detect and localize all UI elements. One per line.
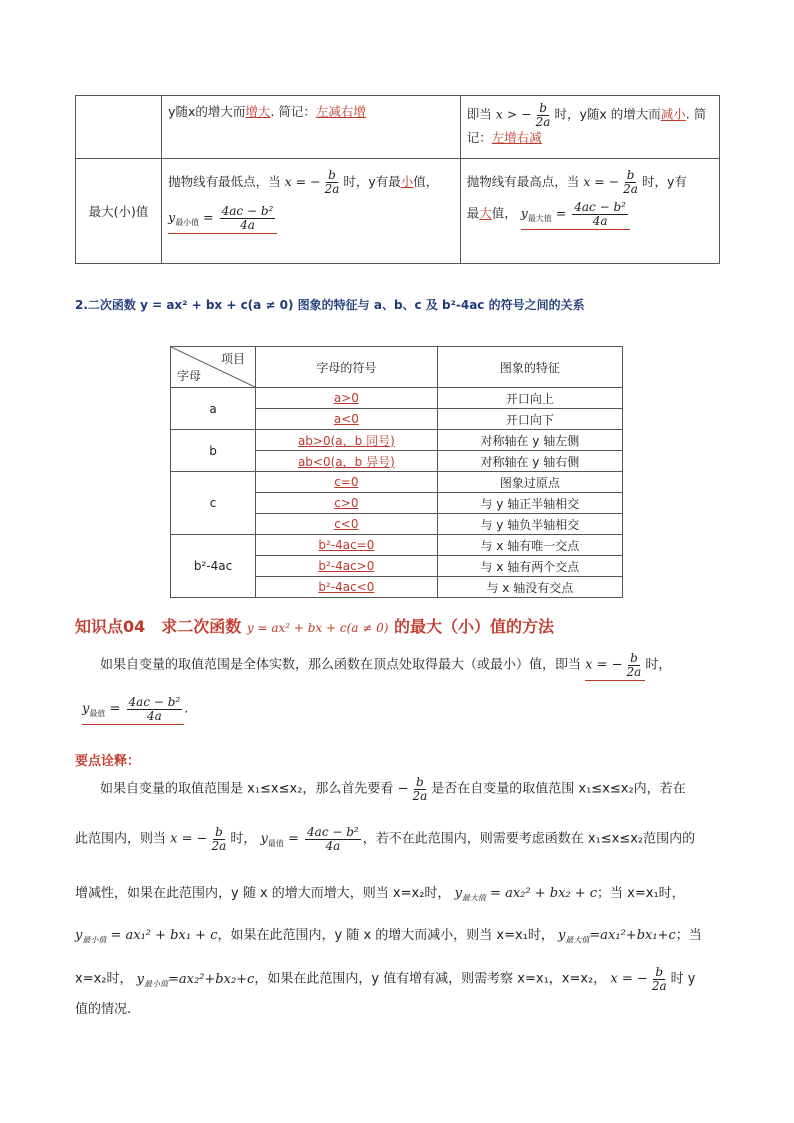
text: 时，y随x 的增大而	[554, 106, 661, 122]
cell-max	[460, 159, 719, 264]
sign-cell: b²-4ac>0	[256, 556, 438, 577]
red-term: 小	[400, 174, 414, 189]
text: 增减性，如果在此范围内，y 随 x 的增大而增大，则当 x=x₂时，	[75, 886, 451, 901]
sign-cell: ab<0(a，b 异号)	[256, 451, 438, 472]
text: y随x的增大而	[168, 104, 246, 119]
header-bottom: 字母	[177, 369, 202, 383]
header-top: 项目	[220, 352, 245, 366]
diagonal-header	[171, 347, 256, 388]
text: 是否在自变量的取值范围 x₁≤x≤x₂内，若在	[431, 781, 686, 797]
text: 抛物线有最高点，当	[466, 174, 580, 189]
text: . 简记：	[466, 106, 707, 146]
text: ，如果在此范围内，y 随 x 的增大而减小，则当 x=x₁时，	[217, 928, 554, 943]
cell-min	[162, 159, 461, 264]
letter-cell: a	[171, 388, 256, 430]
text: 即当	[466, 106, 492, 122]
text: 抛物线有最低点，当	[168, 174, 281, 189]
feature-cell: 与 x 轴有唯一交点	[437, 535, 622, 556]
sign-cell: b²-4ac=0	[256, 535, 438, 556]
sign-cell: c>0	[256, 493, 438, 514]
text: 值，	[413, 174, 439, 189]
text: 值，	[491, 205, 517, 221]
sign-cell: c<0	[256, 514, 438, 535]
formula: x = −	[284, 174, 321, 189]
extreme-value-formula: $y_{最值}$ = $\frac{\text{4ac − b²}}{4a}$ .	[82, 696, 188, 725]
subscript: 最小值	[175, 218, 200, 228]
p2-line4: $y_{最小值} = ax_1^2 + bx_1 + c$，如果在此范围内，y 随 x 的增大而减小，则当 x=x₁时， $y_{最大值}=ax_1^2+bx_1+c$；当	[75, 928, 702, 945]
text: ，若不在此范围内，则需要考虑函数在 x₁≤x≤x₂范围内的	[362, 831, 696, 847]
sign-cell: b²-4ac<0	[256, 577, 438, 598]
feature-cell: 与 y 轴正半轴相交	[437, 493, 622, 514]
kp4-formula: y = ax² + bx + c(a ≠ 0)	[246, 621, 389, 635]
p2-line1: 如果自变量的取值范围是 x₁≤x≤x₂，那么首先要看 − $\frac{b}{2a}$ 是否在自变量的取值范围 x₁≤x≤x₂内，若在	[100, 775, 686, 803]
text: ；当	[675, 928, 702, 943]
p2-line6: 值的情况.	[75, 1002, 132, 1017]
formula: x > −	[495, 106, 532, 122]
min-formula: $y_{最小值}$ = $\frac{\text{4ac − b²}}{4a}$	[168, 205, 277, 234]
vertex-formula: x = − $\frac{b}{2a}$	[585, 652, 645, 681]
text: 如果自变量的取值范围是 x₁≤x≤x₂，那么首先要看	[100, 781, 394, 797]
cell-increase-left	[162, 96, 461, 159]
cell-increase-right	[460, 96, 719, 159]
sign-table	[170, 346, 623, 598]
letter-cell: b²-4ac	[171, 535, 256, 598]
text: x=x₂时，	[75, 971, 133, 987]
feature-cell: 对称轴在 y 轴左侧	[437, 430, 622, 451]
feature-cell: 开口向上	[437, 388, 622, 409]
letter-cell: b	[171, 430, 256, 472]
max-formula: $y_{最大值}$ = $\frac{\text{4ac − b²}}{4a}$	[521, 201, 630, 230]
feature-cell: 与 x 轴没有交点	[437, 577, 622, 598]
header-feature: 图象的特征	[437, 347, 622, 388]
text: 时 y	[670, 971, 696, 987]
kp4-heading	[75, 614, 554, 637]
feature-cell: 对称轴在 y 轴右侧	[437, 451, 622, 472]
paragraph-1	[100, 652, 671, 681]
red-term: 左减右增	[315, 104, 366, 119]
text: 此范围内，则当	[75, 831, 167, 847]
formula: x = −	[583, 174, 620, 189]
fraction: $\frac{b}{2a}$	[324, 168, 340, 196]
text: 时，y有最	[343, 174, 401, 189]
row-label-empty	[76, 96, 162, 159]
text: 时，	[645, 657, 672, 673]
header-sign: 字母的符号	[256, 347, 438, 388]
text: ；当 x=x₁时，	[597, 886, 685, 901]
red-term: 大	[479, 205, 492, 221]
sign-cell: ab>0(a，b 同号)	[256, 430, 438, 451]
p2-line5: x=x₂时， $y_{最小值}=ax_2^2+bx_2+c$，如果在此范围内，y 值有增有减，则需考察 x=x₁，x=x₂， x = − $\frac{b}{2a}$ 时 y	[75, 965, 696, 993]
fraction: $\frac{b}{2a}$	[623, 168, 638, 196]
feature-cell: 与 y 轴负半轴相交	[437, 514, 622, 535]
kp4-prefix: 知识点04 求二次函数	[75, 617, 242, 636]
p2-line3: 增减性，如果在此范围内，y 随 x 的增大而增大，则当 x=x₂时， $y_{最大值} = ax_2^2 + bx_2 + c$；当 x=x₁时，	[75, 886, 685, 903]
subscript: 最值	[267, 839, 284, 849]
text: ，如果在此范围内，y 值有增有减，则需考察 x=x₁，x=x₂，	[254, 971, 607, 987]
fraction: $\frac{b}{2a}$	[535, 101, 551, 129]
sign-cell: c=0	[256, 472, 438, 493]
text: 时，	[230, 831, 257, 847]
p2-line2: 此范围内，则当 x = − $\frac{b}{2a}$ 时， $y_{最值}$ = $\frac{\text{4ac − b²}}{4a}$ ，若不在此范围内，则需要考虑函数在 x₁≤x≤x₂范围内的	[75, 825, 696, 853]
key-points-label: 要点诠释：	[75, 754, 141, 769]
kp4-suffix: 的最大（小）值的方法	[394, 617, 555, 636]
text: 最	[466, 205, 480, 221]
section-heading: 2.二次函数 y = ax² + bx + c(a ≠ 0) 图象的特征与 a、b、c 及 b²-4ac 的符号之间的关系	[75, 298, 585, 312]
red-term: 减小	[660, 106, 686, 122]
feature-cell: 图象过原点	[437, 472, 622, 493]
text: 如果自变量的取值范围是全体实数，那么函数在顶点处取得最大（或最小）值，即当	[100, 657, 582, 673]
property-table	[75, 95, 720, 264]
feature-cell: 与 x 轴有两个交点	[437, 556, 622, 577]
sign-cell: a<0	[256, 409, 438, 430]
red-term: 左增右减	[491, 130, 542, 146]
letter-cell: c	[171, 472, 256, 535]
red-term: 增大	[245, 104, 271, 119]
subscript: 最大值	[527, 214, 552, 224]
feature-cell: 开口向下	[437, 409, 622, 430]
row-label-extremum: 最大(小)值	[76, 159, 162, 264]
sign-cell: a>0	[256, 388, 438, 409]
subscript: 最值	[89, 709, 106, 719]
text: . 简记：	[270, 104, 316, 119]
text: 时，y有	[641, 174, 687, 189]
